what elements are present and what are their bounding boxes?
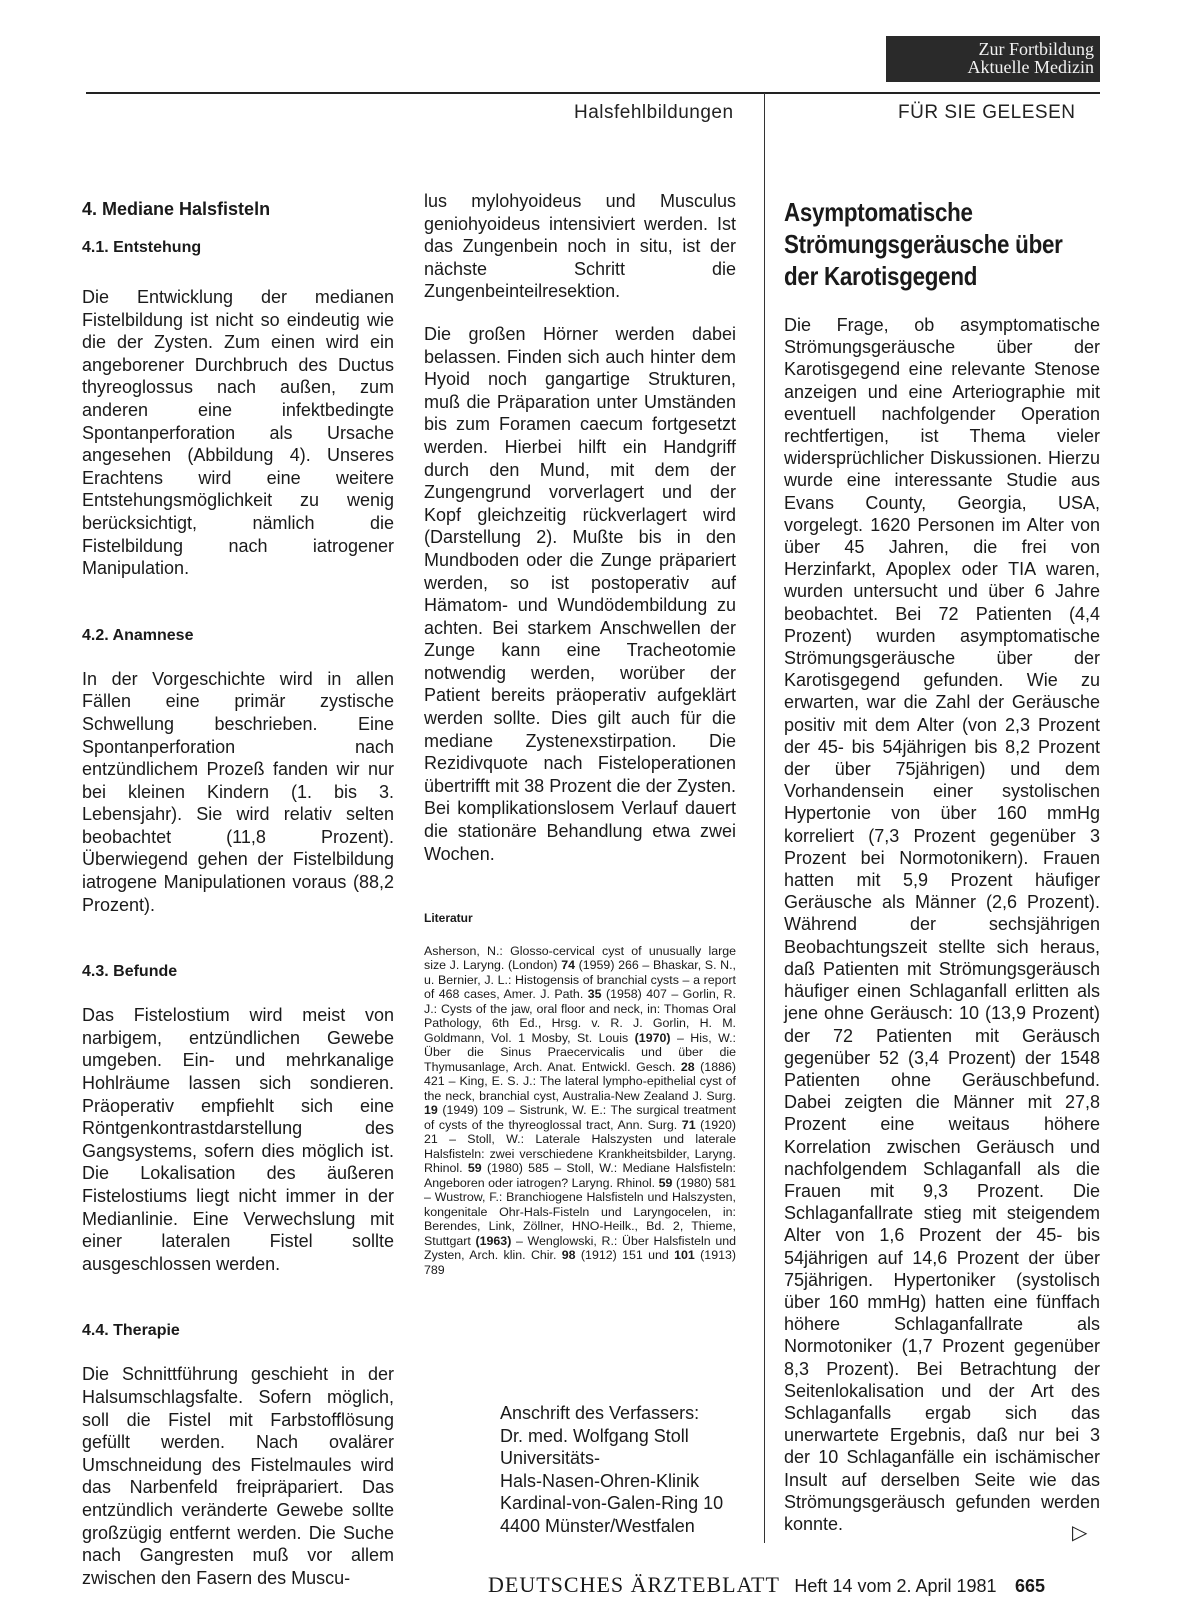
headline-line: Asymptomatische [784,197,973,227]
reference-text: (1980) 581 – Wustrow, F.: Branchiogene Halsfisteln und Halszysten, kongenitale Ohr-Hals-Fisteln und Laryngocelen, in: Berendes, Link, Zöllner, HNO-Heilk., Bd. 2, Thieme, Stuttgart [424,1175,737,1248]
reference-text: (1959) 266 – Bhaskar, S. N., u. Bernier, J. L.: Histogensis of branchial cysts – a report of 468 cases, Amer. J. Path. [424,958,736,1002]
reference-text: (1958) 407 – Gorlin, R. J.: Cysts of the jaw, oral floor and neck, in: Thomas Oral Pathology, 6th Ed., Hrsg. v. R. J. Gorlin, H. M. Goldmann, Vol. 1 Mosby, St. Louis [424,987,736,1045]
reference-volume: 28 [680,1059,695,1074]
article-headline [784,196,1100,292]
references-list [424,944,736,1278]
reference-volume: 98 [561,1248,576,1263]
reference-volume: (1963) [475,1233,512,1248]
paragraph-therapie-2: Die großen Hörner werden dabei belassen. Finden sich auch hinter dem Hyoid noch gangartige Strukturen, muß die Präparation unter Umständen bis zum Foramen caecum fortgesetzt werden. Hierbei hilft ein Handgriff durch den Mund, mit dem der Zungengrund vorverlagert und der Kopf gleichzeitig rückverlagert wird (Darstellung 2). Mußte bis in den Mundboden oder die Zunge präpariert werden, so ist postoperativ auf Hämatom- und Wundödembildung zu achten. Bei starkem Anschwellen der Zunge kann eine Tracheotomie notwendig werden, worüber der Patient bereits präoperativ aufgeklärt werden sollte. Dies gilt auch für die mediane Zystenexstirpation. Die Rezidivquote nach Fisteloperationen übertrifft mit 38 Prozent die der Zysten. Bei komplikationslosem Verlauf dauert die stationäre Behandlung etwa zwei Wochen. [424,323,736,864]
running-head-right: FÜR SIE GELESEN [898,102,1076,123]
column-2 [424,190,736,1277]
reference-text: (1886) 421 – King, E. S. J.: The lateral lympho-epithelial cyst of the neck, branchial cyst, Australia-New Zealand J. Surg. [424,1059,736,1103]
header-rule [86,92,1100,94]
heading-therapie: 4.4. Therapie [82,1322,180,1340]
reference-volume: 74 [561,958,575,973]
heading-befunde: 4.3. Befunde [82,963,178,981]
reference-text: (1949) 109 – Sistrunk, W. E.: The surgical treatment of cysts of the thyreoglossal tract, Ann. Surg. [424,1103,736,1132]
address-line: Kardinal-von-Galen-Ring 10 [500,1493,724,1513]
column-divider [764,93,765,1543]
reference-text: (1912) 151 und [575,1248,675,1263]
page-footer [488,1572,1045,1598]
running-head-left: Halsfehlbildungen [574,102,734,123]
heading-mediane-halsfisteln: 4. Mediane Halsfisteln [82,199,271,219]
reference-text: (1913) 789 [424,1248,736,1277]
address-line: 4400 Münster/Westfalen [500,1515,695,1536]
references-heading: Literatur [424,911,473,926]
reference-volume: 101 [674,1248,695,1263]
headline-line: der Karotisgegend [784,261,978,291]
issue-info: Heft 14 vom 2. April 1981 [794,1576,997,1596]
paragraph-therapie: Die Schnittführung geschieht in der Halsumschlagsfalte. Sofern möglich, soll die Fistel mit Farbstofflösung gefüllt werden. Nach ovalärer Umschneidung des Fistelmaules wird das Narbenfeld freipräpariert. Das entzündlich veränderte Gewebe sollte großzügig entfernt werden. Die Suche nach Gangresten muß vor allem zwischen den Fasern des Muscu- [82,1364,394,1588]
address-line: Hals-Nasen-Ohren-Klinik [500,1470,700,1491]
reference-volume: 19 [424,1103,438,1118]
reference-volume: 71 [681,1117,696,1132]
author-address [500,1402,723,1537]
address-line: Dr. med. Wolfgang Stoll [500,1425,689,1446]
reference-text: Asherson, N.: Glosso-cervical cyst of unusually large size J. Laryng. (London) [424,943,736,973]
badge-line-2: Aktuelle Medizin [967,57,1094,77]
section-badge [886,36,1100,82]
paragraph-befunde: Das Fistelostium wird meist von narbigem, entzündlichen Gewebe umgeben. Ein- und mehrkanalige Hohlräume lassen sich sondieren. Präoperativ empfiehlt sich eine Röntgenkontrastdarstellung des Gangsystems, sofern dies möglich ist. Die Lokalisation des äußeren Fistelostiums liegt nicht immer in der Medianlinie. Eine Verwechslung mit einer lateralen Fistel sollte ausgeschlossen werden. [82,1005,394,1274]
address-line: Anschrift des Verfassers: [500,1403,700,1423]
headline-line: Strömungsgeräusche über [784,229,1063,259]
heading-entstehung: 4.1. Entstehung [82,239,202,256]
heading-anamnese: 4.2. Anamnese [82,626,194,644]
address-line: Universitäts- [500,1448,601,1468]
page-number: 665 [1014,1576,1046,1596]
journal-name: DEUTSCHES ÄRZTEBLATT [488,1572,780,1597]
reference-text: – Wenglowski, R.: Über Halsfisteln und Zysten, Arch. klin. Chir. [424,1233,737,1263]
reference-volume: 59 [467,1161,482,1176]
reference-volume: 35 [587,987,602,1002]
article-body: Die Frage, ob asymptomatische Strömungsgeräusche über der Karotisgegend eine relevante Stenose anzeigen und eine Arteriographie mit eventuell nachfolgender Operation rechtfertigen, ist Thema vieler widersprüchlicher Diskussionen. Hierzu wurde eine interessante Studie aus Evans County, Georgia, USA, vorgelegt. 1620 Personen im Alter von über 45 Jahren, die frei von Herzinfarkt, Apoplex oder TIA waren, wurden untersucht und über 6 Jahre beobachtet. Bei 72 Patienten (4,4 Prozent) wurden asymptomatische Strömungsgeräusche über der Karotisgegend gefunden. Wie zu erwarten, war die Zahl der Geräusche positiv mit dem Alter (von 2,3 Prozent der 45- bis 54jährigen bis 8,2 Prozent der über 75jährigen) und dem Vorhandensein einer systolischen Hypertonie von über 160 mmHg korreliert (7,3 Prozent gegenüber 3 Prozent bei Normotonikern). Frauen hatten mit 5,9 Prozent häufiger Geräusche als Männer (2,6 Prozent). Während der sechsjährigen Beobachtungszeit stellte sich heraus, daß Patienten mit Strömungsgeräusch häufiger einen Schlaganfall erlitten als jene ohne Geräusch: 10 (13,9 Prozent) der 72 Patienten mit Geräusch gegenüber 52 (3,4 Prozent) der 1548 Patienten ohne Geräuschbefund. Dabei zeigten die Männer mit 27,8 Prozent eine weitaus höhere Korrelation zwischen Geräusch und nachfolgendem Schlaganfall als die Frauen mit 9,3 Prozent. Die Schlaganfallrate stieg mit steigendem Alter von 1,6 Prozent der 45- bis 54jährigen auf 14,6 Prozent der über 75jährigen. Hypertoniker (systolisch über 160 mmHg) hatten eine fünffach höhere Schlaganfallrate als Normotoniker (1,7 Prozent gegenüber 8,3 Prozent). Bei Betrachtung der Seitenlokalisation und der Art des Schlaganfalls ergab sich das unerwartete Ergebnis, daß nur bei 3 der 10 Schlaganfälle ein ischämischer Insult auf derselben Seite wie das Strömungsgeräusch gefunden werden konnte. [784,315,1100,1534]
reference-text: (1920) 21 – Stoll, W.: Laterale Halszysten und laterale Halsfisteln: zwei verschiedene Krankheitsbilder, Laryng. Rhinol. [424,1117,736,1176]
column-1 [82,198,394,1589]
reference-text: (1980) 585 – Stoll, W.: Mediane Halsfisteln: Angeboren oder iatrogen? Laryng. Rhinol. [424,1161,736,1190]
reference-volume: 59 [658,1175,673,1190]
paragraph-anamnese: In der Vorgeschichte wird in allen Fällen eine primär zystische Schwellung beschrieben. Eine Spontanperforation nach entzündlichem Prozeß fanden wir nur bei kleinen Kindern (1. bis 3. Lebensjahr). Sie wird relativ selten beobachtet (11,8 Prozent). Überwiegend gehen der Fistelbildung iatrogene Manipulationen voraus (88,2 Prozent). [82,668,394,915]
reference-text: – His, W.: Über die Sinus Praecervicalis und über die Thymusanlage, Arch. Anat. Entwickl. Gesch. [424,1030,736,1074]
column-3 [784,196,1100,1535]
paragraph-entstehung: Die Entwicklung der medianen Fistelbildung ist nicht so eindeutig wie die der Zysten. Zum einen wird ein angeborener Durchbruch des Ductus thyreoglossus nach außen, zum anderen eine infektbedingte Spontanperforation als Ursache angesehen (Abbildung 4). Unseres Erachtens wird eine weitere Entstehungsmöglichkeit zu wenig berücksichtigt, nämlich die Fistelbildung nach iatrogener Manipulation. [82,287,394,579]
badge-line-1: Zur Fortbildung [978,39,1094,59]
paragraph-therapie-cont: lus mylohyoideus und Musculus geniohyoideus intensiviert werden. Ist das Zungenbein noch in situ, ist der nächste Schritt die Zungenbeinteilresektion. [424,191,736,302]
reference-volume: (1970) [634,1030,671,1045]
continue-arrow-icon: ▷ [1072,1522,1088,1544]
